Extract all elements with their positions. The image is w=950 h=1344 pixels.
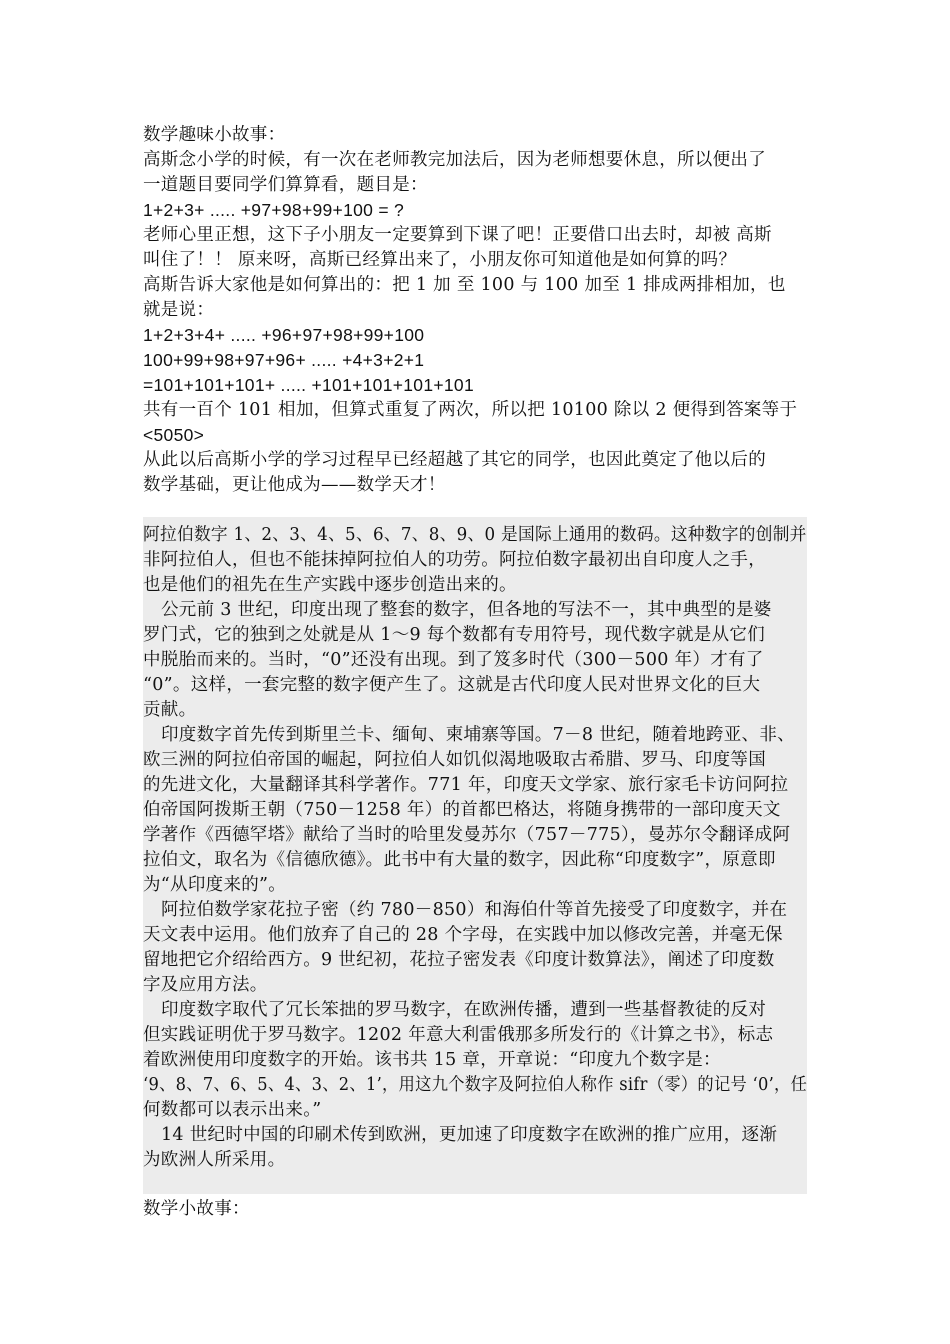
story1-line: 就是说： (143, 300, 215, 320)
story2-line: 但实践证明优于罗马数字。1202 年意大利雷俄那多所发行的《计算之书》，标志 (143, 1025, 774, 1045)
story2-line: 天文表中运用。他们放弃了自己的 28 个字母，在实践中加以修改完善，并毫无保 (143, 925, 783, 945)
story2-line: 拉伯文，取名为《信德欣德》。此书中有大量的数字，因此称“印度数字”，原意即 (143, 850, 776, 870)
story2-line: 学著作《西德罕塔》献给了当时的哈里发曼苏尔（757－775），曼苏尔令翻译成阿 (143, 825, 791, 845)
story2-line: 的先进文化，大量翻译其科学著作。771 年，印度天文学家、旅行家毛卡访问阿拉 (143, 775, 789, 795)
story2-line: 阿拉伯数学家花拉子密（约 780－850）和海伯什等首先接受了印度数字，并在 (161, 900, 788, 920)
story2-line: 贡献。 (143, 700, 197, 720)
story2-line: “0”。这样，一套完整的数字便产生了。这就是古代印度人民对世界文化的巨大 (143, 675, 761, 695)
story2-line: 何数都可以表示出来。” (143, 1100, 322, 1120)
story2-line: 伯帝国阿拨斯王朝（750－1258 年）的首都巴格达，将随身携带的一部印度天文 (143, 800, 781, 820)
story1-equation: 100+99+98+97+96+ ..... +4+3+2+1 (143, 350, 425, 370)
story1-equation: 1+2+3+ ..... +97+98+99+100 = ? (143, 200, 405, 220)
story2-line: 公元前 3 世纪，印度出现了整套的数字，但各地的写法不一，其中典型的是婆 (161, 600, 772, 620)
story2-line: 欧三洲的阿拉伯帝国的崛起，阿拉伯人如饥似渴地吸取古希腊、罗马、印度等国 (143, 750, 766, 770)
story1-line: 共有一百个 101 相加，但算式重复了两次，所以把 10100 除以 2 便得到答案等于 (143, 400, 798, 420)
story1-line: 高斯念小学的时候，有一次在老师教完加法后，因为老师想要休息，所以便出了 (143, 150, 766, 170)
story1-line: 数学基础，更让他成为——数学天才！ (143, 475, 446, 495)
story1-line: 叫住了！！ 原来呀，高斯已经算出来了，小朋友你可知道他是如何算的吗？ (143, 250, 737, 270)
story3-heading: 数学小故事： (143, 1199, 250, 1219)
story1-answer: <5050> (143, 425, 205, 445)
story1-equation: 1+2+3+4+ ..... +96+97+98+99+100 (143, 325, 425, 345)
story2-line: 为“从印度来的”。 (143, 875, 287, 895)
story2-line: 为欧洲人所采用。 (143, 1150, 286, 1170)
story1-line: 老师心里正想，这下子小朋友一定要算到下课了吧！正要借口出去时，却被 高斯 (143, 225, 772, 245)
story1-line: 高斯告诉大家他是如何算出的：把 1 加 至 100 与 100 加至 1 排成两排相加，也 (143, 275, 786, 295)
story1-heading: 数学趣味小故事： (143, 125, 286, 145)
story1-equation: =101+101+101+ ..... +101+101+101+101 (143, 375, 474, 395)
story2-line: 非阿拉伯人，但也不能抹掉阿拉伯人的功劳。阿拉伯数字最初出自印度人之手， (143, 550, 766, 570)
story2-line: 印度数字首先传到斯里兰卡、缅甸、柬埔寨等国。7－8 世纪，随着地跨亚、非、 (161, 725, 795, 745)
story2-line: 留地把它介绍给西方。9 世纪初，花拉子密发表《印度计数算法》，阐述了印度数 (143, 950, 775, 970)
story2-line: 着欧洲使用印度数字的开始。该书共 15 章，开章说：“印度九个数字是： (143, 1050, 721, 1070)
story2-line: 也是他们的祖先在生产实践中逐步创造出来的。 (143, 575, 517, 595)
story2-line: 印度数字取代了冗长笨拙的罗马数字，在欧洲传播，遭到一些基督教徒的反对 (161, 1000, 767, 1020)
story2-line: 罗门式，它的独到之处就是从 1～9 每个数都有专用符号，现代数字就是从它们 (143, 625, 765, 645)
story2-line: ‘9、8、7、6、5、4、3、2、1’，用这九个数字及阿拉伯人称作 sifr（零）的记号 ‘0’，任 (143, 1075, 808, 1095)
story2-line: 14 世纪时中国的印刷术传到欧洲，更加速了印度数字在欧洲的推广应用，逐渐 (161, 1125, 778, 1145)
story2-line: 中脱胎而来的。当时，“0”还没有出现。到了笈多时代（300－500 年）才有了 (143, 650, 764, 670)
story1-line: 从此以后高斯小学的学习过程早已经超越了其它的同学，也因此奠定了他以后的 (143, 450, 766, 470)
story2-line: 字及应用方法。 (143, 975, 268, 995)
story2-line: 阿拉伯数字 1、2、3、4、5、6、7、8、9、0 是国际上通用的数码。这种数字的创制并 (143, 525, 807, 545)
story1-line: 一道题目要同学们算算看，题目是： (143, 175, 428, 195)
